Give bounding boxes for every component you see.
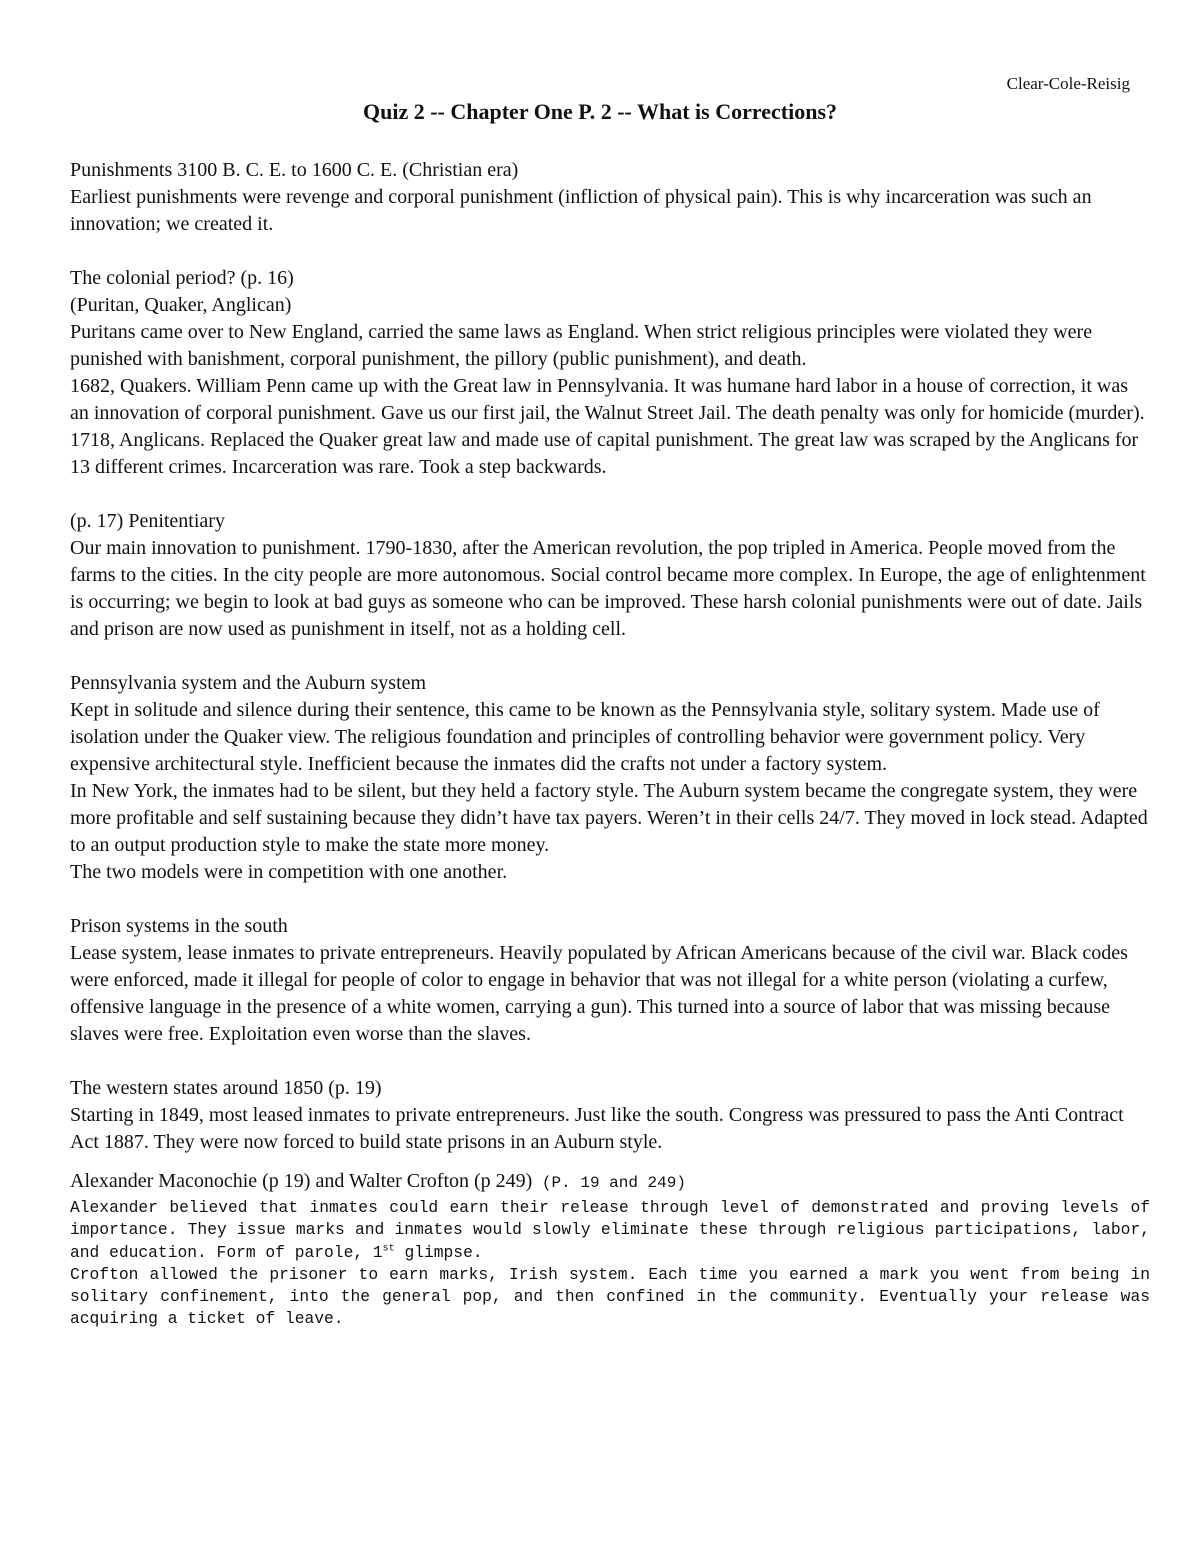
ordinal-suffix: st	[382, 1243, 395, 1255]
section-heading: Punishments 3100 B. C. E. to 1600 C. E. (Christian era)	[70, 159, 519, 181]
section-heading	[70, 1168, 1150, 1197]
section-western-states	[70, 1075, 1150, 1156]
paragraph: Earliest punishments were revenge and corporal punishment (infliction of physical pain). This is why incarceration was such an innovation; we created it.	[70, 186, 1092, 235]
section-heading-text: Alexander Maconochie (p 19) and Walter Crofton (p 249)	[70, 1170, 533, 1192]
section-colonial-period	[70, 265, 1150, 481]
paragraph: Crofton allowed the prisoner to earn marks, Irish system. Each time you earned a mark you went from being in solitary confinement, into the general pop, and then confined in the community. Eventually your release was acquiring a ticket of leave.	[70, 1264, 1150, 1329]
section-subheading: (Puritan, Quaker, Anglican)	[70, 294, 292, 316]
section-heading: Pennsylvania system and the Auburn system	[70, 672, 427, 694]
section-maconochie-crofton	[70, 1168, 1150, 1331]
section-heading: The western states around 1850 (p. 19)	[70, 1077, 382, 1099]
author-names: Clear-Cole-Reisig	[1006, 74, 1130, 93]
section-heading: The colonial period? (p. 16)	[70, 267, 294, 289]
section-heading: (p. 17) Penitentiary	[70, 510, 225, 532]
paragraph: Kept in solitude and silence during their sentence, this came to be known as the Pennsylvania style, solitary system. Made use of isolation under the Quaker view. The religious foundation and principles of controlling behavior were government policy. Very expensive architectural style. Inefficient because the inmates did the crafts not under a factory system.	[70, 699, 1100, 775]
paragraph: Lease system, lease inmates to private entrepreneurs. Heavily populated by African Americans because of the civil war. Black codes were enforced, made it illegal for people of color to engage in behavior that was not illegal for a white person (violating a curfew, offensive language in the presence of a white women, carrying a gun). This turned into a source of labor that was missing because slaves were free. Exploitation even worse than the slaves.	[70, 942, 1128, 1045]
paragraph: Our main innovation to punishment. 1790-1830, after the American revolution, the pop tripled in America. People moved from the farms to the cities. In the city people are more autonomous. Social control became more complex. In Europe, the age of enlightenment is occurring; we begin to look at bad guys as someone who can be improved. These harsh colonial punishments were out of date. Jails and prison are now used as punishment in itself, not as a holding cell.	[70, 537, 1146, 640]
section-punishments	[70, 157, 1150, 238]
page-reference: (P. 19 and 249)	[532, 1174, 686, 1192]
paragraph: Starting in 1849, most leased inmates to private entrepreneurs. Just like the south. Congress was pressured to pass the Anti Contract Act 1887. They were now forced to build state prisons in an Auburn style.	[70, 1104, 1124, 1153]
paragraph: Puritans came over to New England, carried the same laws as England. When strict religious principles were violated they were punished with banishment, corporal punishment, the pillory (public punishment), and death.	[70, 321, 1093, 370]
section-heading: Prison systems in the south	[70, 915, 288, 937]
paragraph: 1718, Anglicans. Replaced the Quaker great law and made use of capital punishment. The great law was scraped by the Anglicans for 13 different crimes. Incarceration was rare. Took a step backwards.	[70, 429, 1139, 478]
page-title: Quiz 2 -- Chapter One P. 2 -- What is Corrections?	[363, 99, 837, 124]
section-south-prisons	[70, 913, 1150, 1048]
paragraph: 1682, Quakers. William Penn came up with the Great law in Pennsylvania. It was humane hard labor in a house of correction, it was an innovation of corporal punishment. Gave us our first jail, the Walnut Street Jail. The death penalty was only for homicide (murder).	[70, 375, 1145, 424]
section-pennsylvania-auburn	[70, 670, 1150, 886]
paragraph-text: Alexander believed that inmates could earn their release through level of demonstrated and proving levels of importance. They issue marks and inmates would slowly eliminate these through religious participations, labor, and education. Form of parole, 1	[70, 1198, 1150, 1262]
paragraph	[70, 1197, 1150, 1264]
section-penitentiary	[70, 508, 1150, 643]
document-body	[70, 157, 1150, 1358]
paragraph: The two models were in competition with one another.	[70, 861, 508, 883]
paragraph: In New York, the inmates had to be silent, but they held a factory style. The Auburn system became the congregate system, they were more profitable and self sustaining because they didn’t have tax payers. Weren’t in their cells 24/7. They moved in lock stead. Adapted to an output production style to make the state more money.	[70, 780, 1148, 856]
paragraph-text: glimpse.	[394, 1242, 483, 1262]
